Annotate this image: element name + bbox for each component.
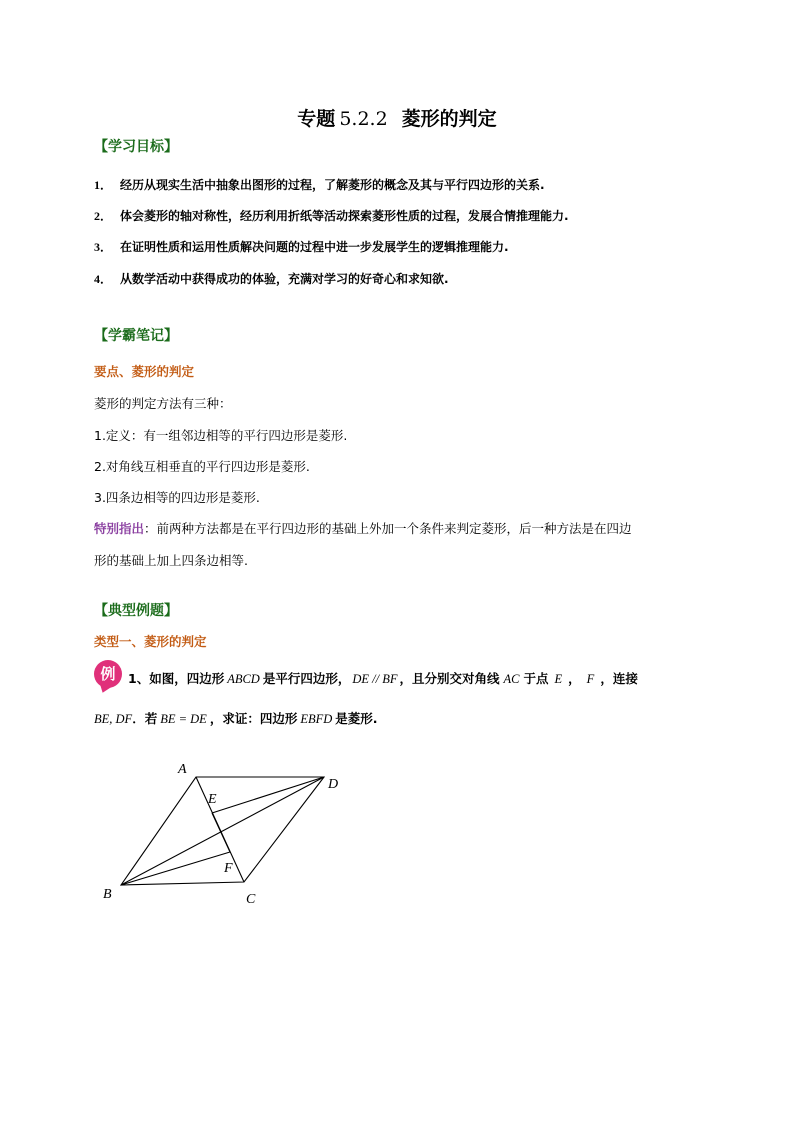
label-a: A bbox=[178, 762, 187, 777]
label-d: D bbox=[328, 777, 339, 792]
method-item: 2.对角线互相垂直的平行四边形是菱形. bbox=[94, 459, 310, 474]
page-title: 专题 5.2.2 菱形的判定 bbox=[297, 108, 497, 130]
example-badge: 例 bbox=[94, 660, 122, 688]
special-note-continued: 形的基础上加上四条边相等. bbox=[94, 553, 248, 568]
segment-bf bbox=[121, 852, 230, 885]
parallelogram-figure bbox=[90, 755, 360, 915]
diagonal-bd bbox=[121, 777, 324, 885]
objective-item: 1． 经历从现实生活中抽象出图形的过程，了解菱形的概念及其与平行四边形的关系. bbox=[94, 178, 545, 192]
label-b: B bbox=[103, 887, 112, 902]
key-point-heading: 要点、菱形的判定 bbox=[94, 364, 195, 379]
example-text-line-2: BE, DF．若 BE = DE ，求证：四边形 EBFD 是菱形. bbox=[94, 711, 378, 726]
label-f: F bbox=[224, 861, 233, 876]
label-c: C bbox=[246, 892, 256, 907]
notes-intro: 菱形的判定方法有三种： bbox=[94, 396, 232, 411]
special-note: 特别指出：前两种方法都是在平行四边形的基础上外加一个条件来判定菱形，后一种方法是在四边 bbox=[94, 521, 632, 536]
label-e: E bbox=[208, 792, 217, 807]
notes-heading: 【学霸笔记】 bbox=[94, 328, 178, 344]
special-note-label: 特别指出 bbox=[94, 521, 145, 536]
method-item: 3.四条边相等的四边形是菱形. bbox=[94, 490, 260, 505]
segment-ef bbox=[212, 813, 230, 852]
objective-item: 4． 从数学活动中获得成功的体验，充满对学习的好奇心和求知欲. bbox=[94, 272, 449, 286]
objective-item: 3． 在证明性质和运用性质解决问题的过程中进一步发展学生的逻辑推理能力. bbox=[94, 240, 509, 254]
examples-heading: 【典型例题】 bbox=[94, 603, 178, 619]
method-item: 1.定义：有一组邻边相等的平行四边形是菱形. bbox=[94, 428, 348, 443]
type-heading: 类型一、菱形的判定 bbox=[94, 634, 207, 649]
example-text-line-1: 1、如图，四边形 ABCD 是平行四边形， DE // BF ，且分别交对角线 AC 于点 E ， F ，连接 bbox=[128, 671, 638, 686]
objectives-heading: 【学习目标】 bbox=[94, 139, 178, 155]
segment-de bbox=[212, 777, 324, 813]
objective-item: 2． 体会菱形的轴对称性，经历利用折纸等活动探索菱形性质的过程，发展合情推理能力. bbox=[94, 209, 569, 223]
